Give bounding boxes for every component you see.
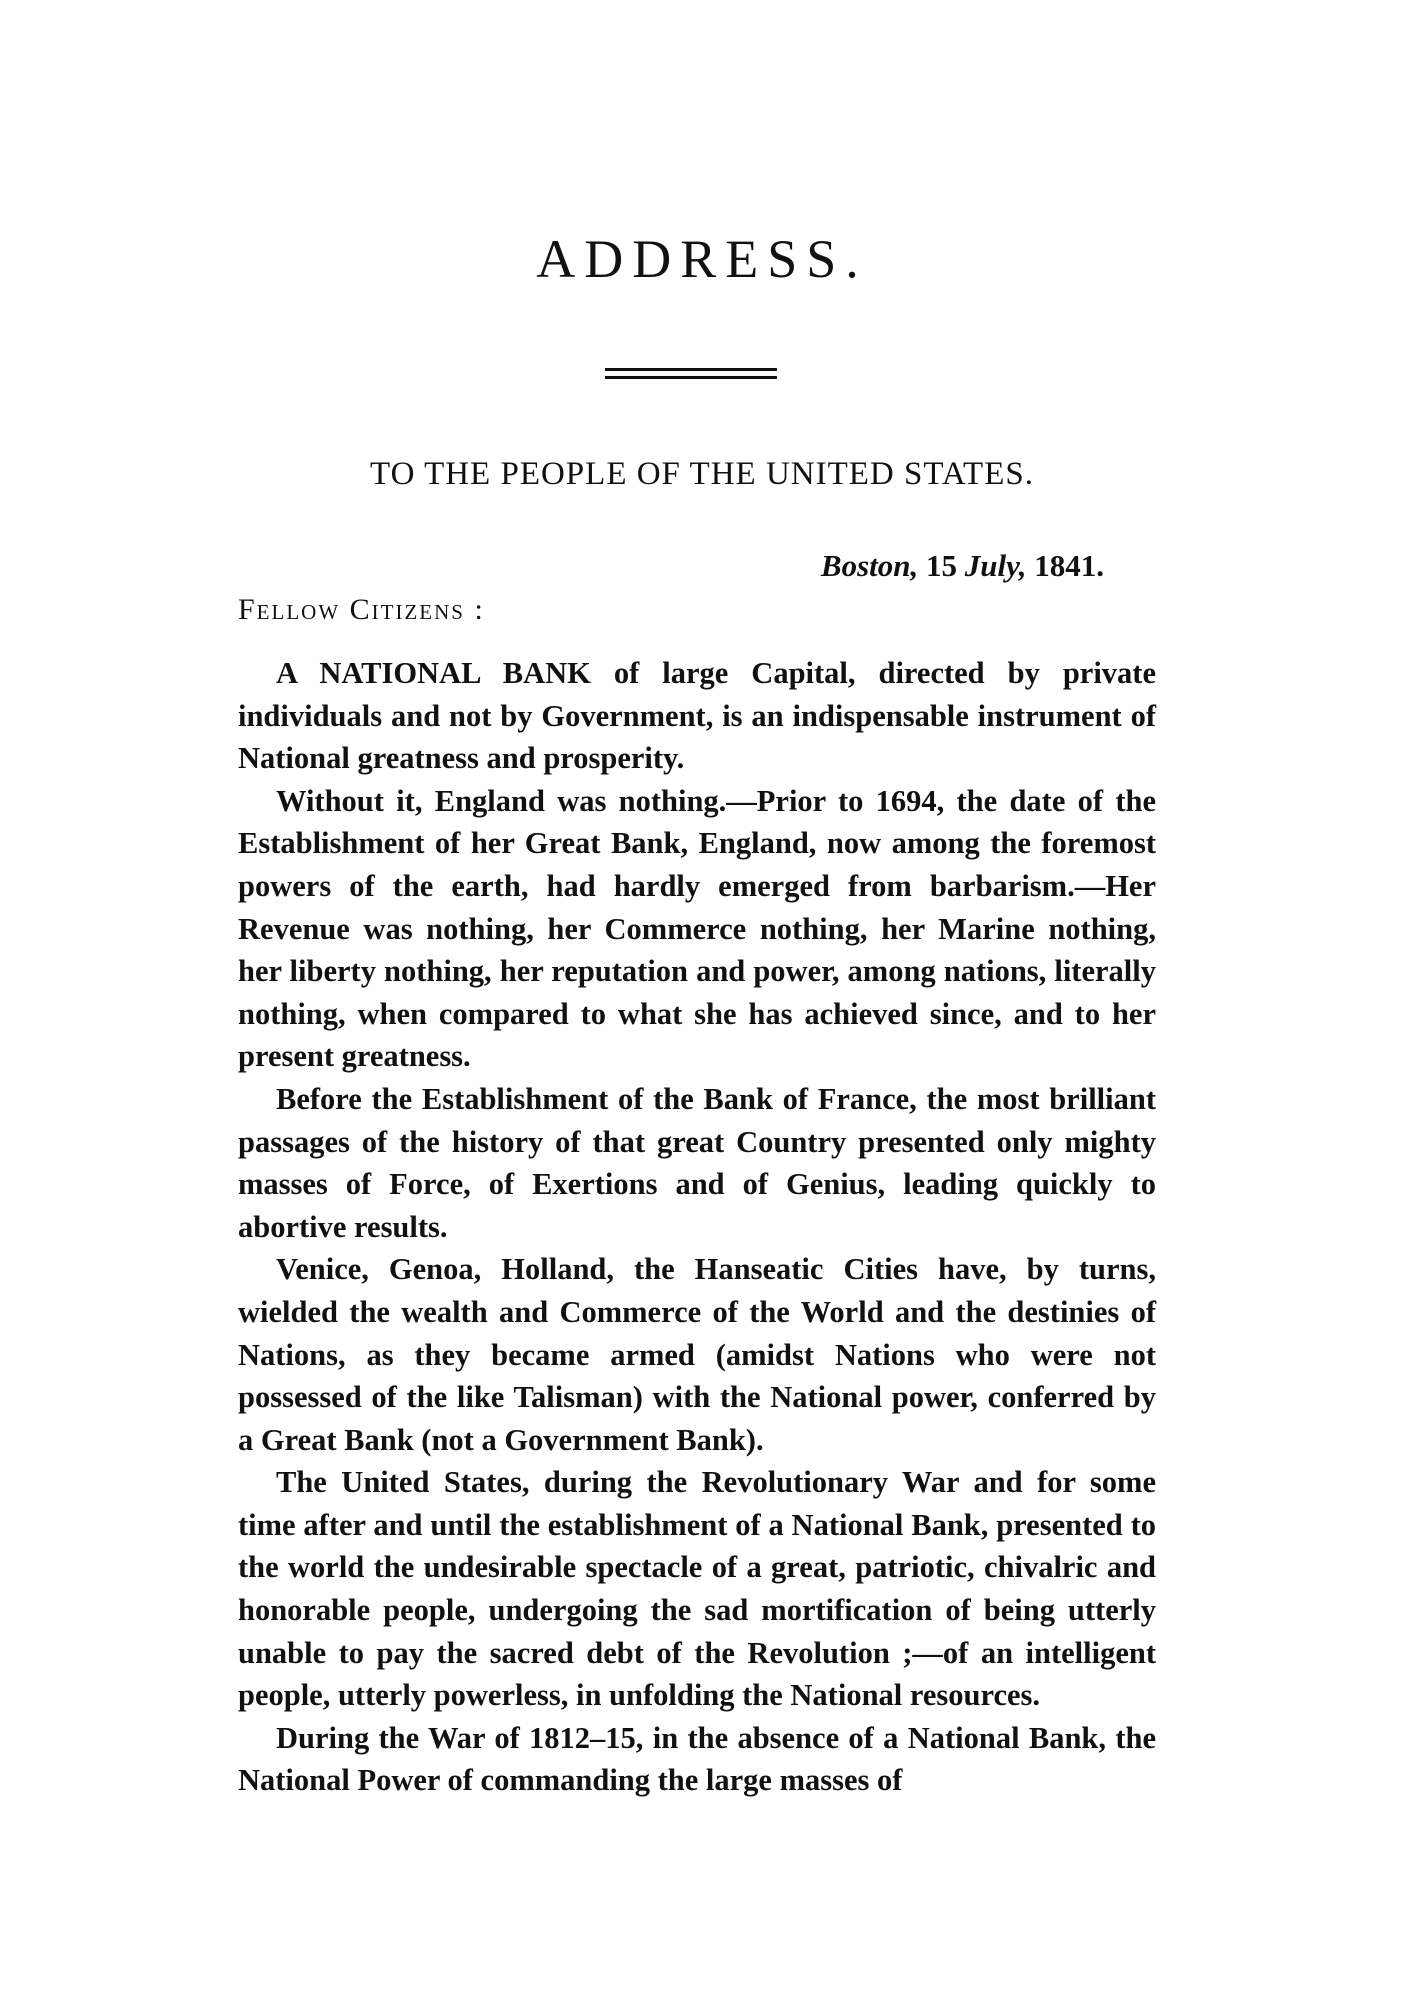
page-title: ADDRESS. — [536, 229, 868, 289]
body-text — [238, 652, 1156, 1802]
dateline-month: July, — [964, 548, 1027, 583]
paragraph: Without it, England was nothing.—Prior to 1694, the date of the Establishment of her Great Bank, England, now among the foremost powers of the earth, had hardly emerged from barbarism.—Her Revenue was nothing, her Commerce nothing, her Marine nothing, her liberty nothing, her reputation and power, among nations, literally nothing, when compared to what she has achieved since, and to her present greatness. — [238, 783, 1156, 1074]
salutation: Fellow Citizens : — [238, 593, 485, 626]
dateline-day: 15 — [926, 548, 958, 583]
double-rule-bottom — [605, 376, 777, 379]
address-heading: TO THE PEOPLE OF THE UNITED STATES. — [370, 456, 1034, 492]
dateline — [821, 548, 1104, 584]
paragraph: The United States, during the Revolutionary War and for some time after and until the establishment of a National Bank, presented to the world the undesirable spectacle of a great, patriotic, chivalric and honorable people, undergoing the sad mortification of being utterly unable to pay the sacred debt of the Revolution ;—of an intelligent people, utterly powerless, in unfolding the National resources. — [238, 1465, 1156, 1713]
paragraph: A NATIONAL BANK of large Capital, directed by private individuals and not by Government, is an indispensable instrument of National greatness and prosperity. — [238, 656, 1156, 776]
double-rule-top — [605, 368, 777, 371]
dateline-place: Boston, — [820, 548, 919, 583]
paragraph: Before the Establishment of the Bank of France, the most brilliant passages of the history of that great Country presented only mighty masses of Force, of Exertions and of Genius, leading quickly to abortive results. — [238, 1081, 1156, 1244]
paragraph: During the War of 1812–15, in the absence of a National Bank, the National Power of commanding the large masses of — [238, 1720, 1156, 1798]
paragraph: Venice, Genoa, Holland, the Hanseatic Cities have, by turns, wielded the wealth and Commerce of the World and the destinies of Nations, as they became armed (amidst Nations who were not possessed of the like Talisman) with the National power, conferred by a Great Bank (not a Government Bank). — [238, 1252, 1156, 1457]
dateline-year: 1841. — [1034, 548, 1104, 583]
